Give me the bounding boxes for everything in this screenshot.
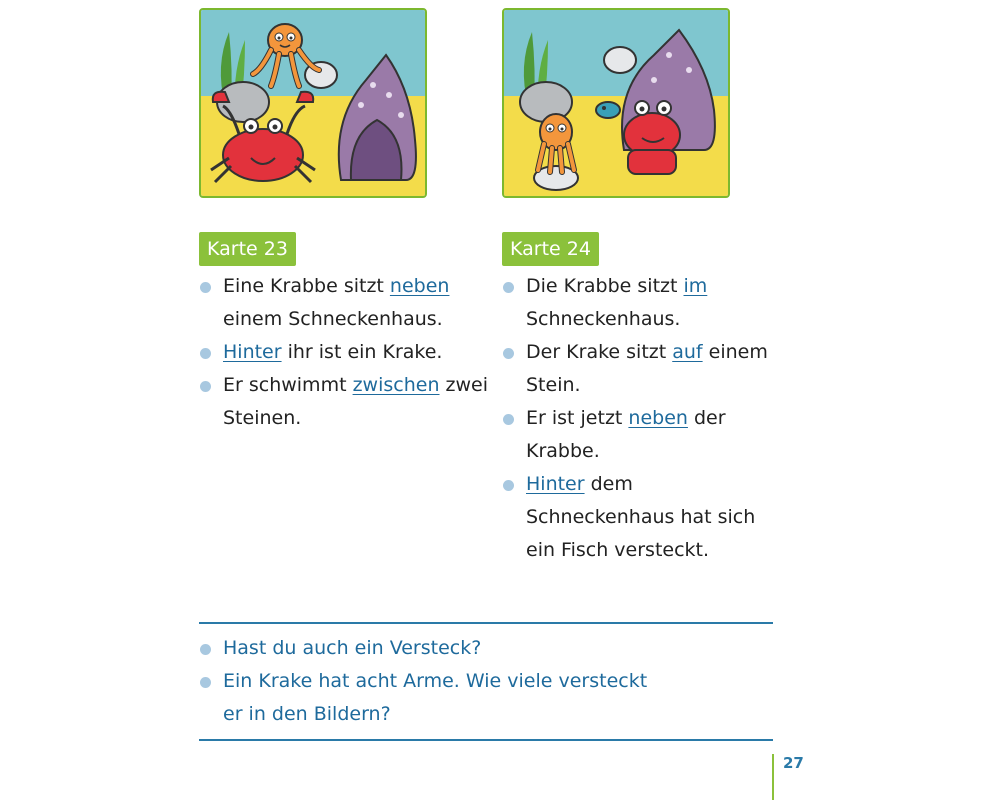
card-label-23: Karte 23: [199, 232, 296, 266]
keyword-neben: neben: [389, 275, 450, 297]
bullet-icon: [200, 677, 211, 688]
fish-icon: [596, 102, 620, 118]
divider: [199, 622, 773, 624]
keyword-zwischen: zwischen: [352, 374, 440, 396]
keyword-auf: auf: [672, 341, 703, 363]
bullet-icon: [503, 414, 514, 425]
list-item: Hinter dem Schneckenhaus hat sich ein Fisch versteckt.: [502, 468, 772, 567]
list-item: Er schwimmt zwischen zwei Steinen.: [199, 369, 489, 435]
keyword-neben: neben: [628, 407, 688, 429]
bullet-icon: [200, 348, 211, 359]
page-number: 27: [783, 754, 804, 772]
card-23-text: [199, 270, 489, 435]
keyword-hinter: Hinter: [223, 341, 282, 363]
list-item: Die Krabbe sitzt im Schneckenhaus.: [502, 270, 772, 336]
list-item: Er ist jetzt neben der Krabbe.: [502, 402, 772, 468]
bullet-icon: [503, 348, 514, 359]
questions-list: [199, 632, 663, 731]
rock-icon: [604, 47, 636, 73]
bullet-icon: [200, 644, 211, 655]
bullet-icon: [200, 282, 211, 293]
card-label-24: Karte 24: [502, 232, 599, 266]
list-item: Eine Krabbe sitzt neben einem Schneckenhaus.: [199, 270, 489, 336]
bullet-icon: [503, 480, 514, 491]
card-24-text: [502, 270, 772, 567]
bullet-icon: [503, 282, 514, 293]
list-item: Hinter ihr ist ein Krake.: [199, 336, 489, 369]
keyword-im: im: [683, 275, 708, 297]
keyword-hinter: Hinter: [526, 473, 585, 495]
divider: [199, 739, 773, 741]
illustration-card-24: [502, 8, 730, 198]
question-item: Ein Krake hat acht Arme. Wie viele versteckt er in den Bildern?: [199, 665, 663, 731]
page-number-divider: [772, 754, 774, 800]
list-item: Der Krake sitzt auf einem Stein.: [502, 336, 772, 402]
bullet-icon: [200, 381, 211, 392]
illustration-card-23: [199, 8, 427, 198]
question-item: Hast du auch ein Versteck?: [199, 632, 663, 665]
